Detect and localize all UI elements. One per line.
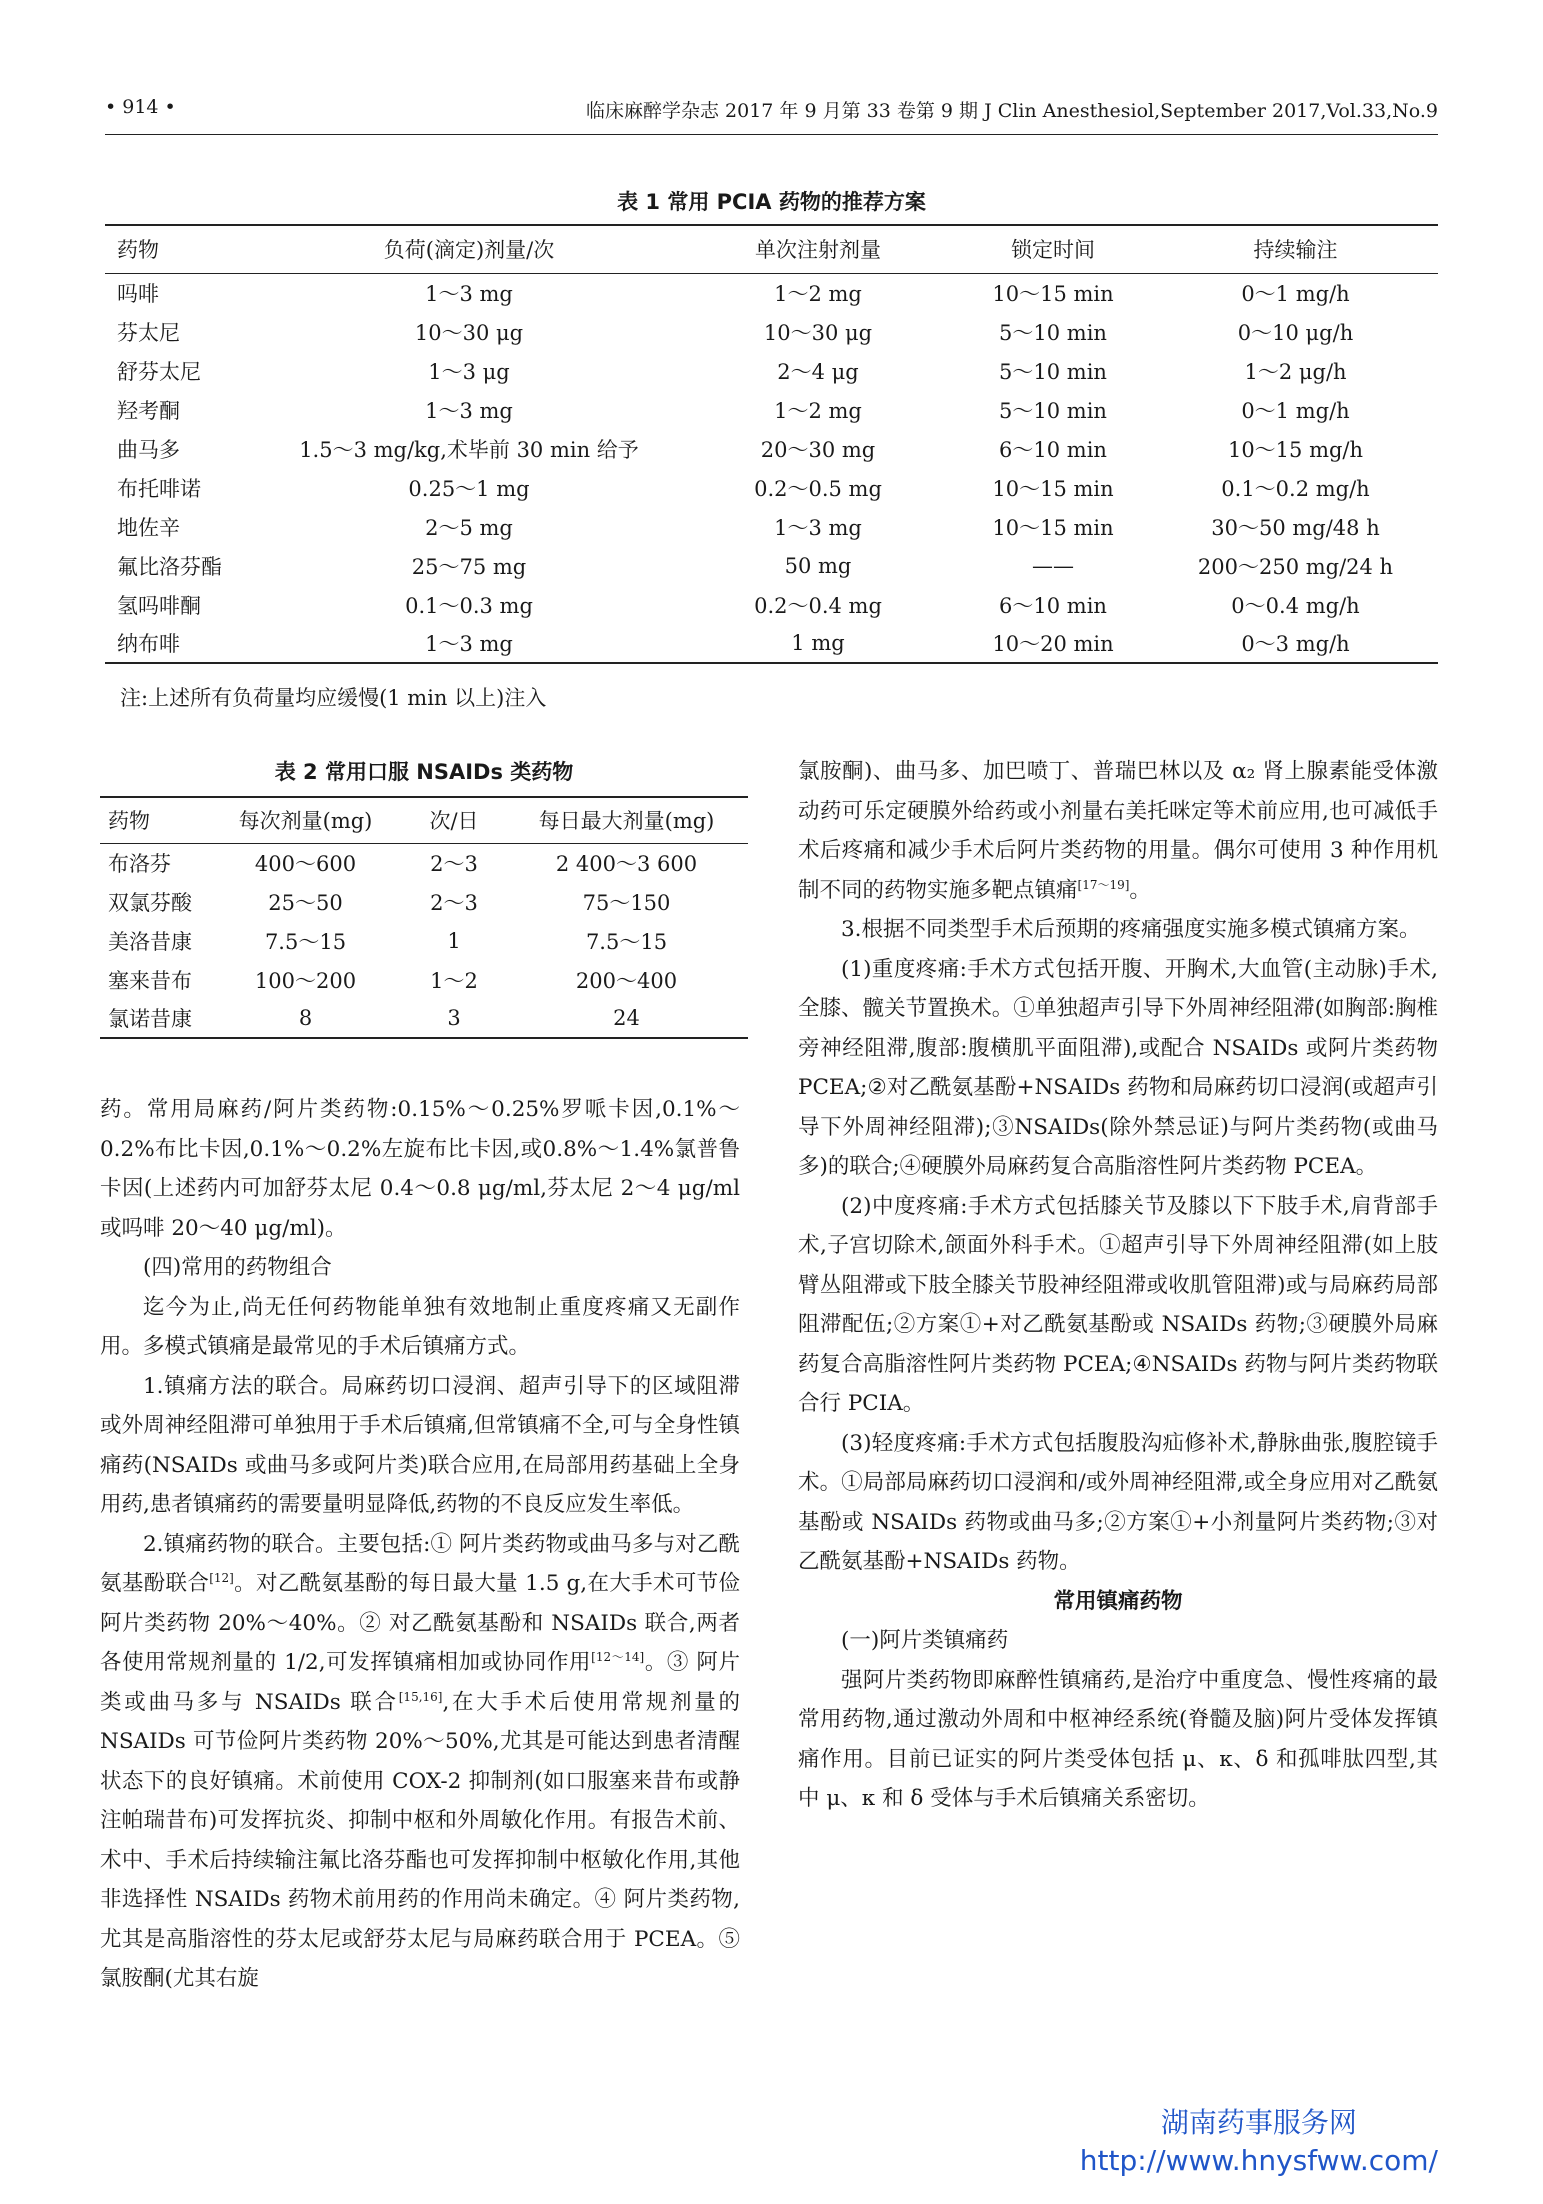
table-cell: 10～15 min — [992, 281, 1114, 306]
table-cell: 1～3 mg — [774, 515, 862, 540]
table-cell: 纳布啡 — [117, 632, 180, 656]
table-cell: 200～400 — [575, 968, 678, 993]
section-title: 常用镇痛药物 — [1053, 1588, 1183, 1614]
text-run: 。 — [1129, 877, 1151, 903]
table1-note: 注:上述所有负荷量均应缓慢(1 min 以上)注入 — [120, 686, 547, 710]
body-paragraph: 药。常用局麻药/阿片类药物:0.15%～0.25%罗哌卡因,0.1%～0.2%布比卡因,0.1%～0.2%左旋布比卡因,或0.8%～1.4%氯普鲁卡因(上述药内可加舒芬太尼 0.4～0.8 μg/ml,芬太尼 2～4 μg/ml 或吗啡 20～40 μg/ml)。 — [100, 1097, 740, 1241]
table-cell: 25～75 mg — [411, 554, 527, 579]
table-cell: 8 — [298, 1006, 313, 1030]
table1-header-cell: 锁定时间 — [1011, 238, 1095, 263]
table-row — [100, 882, 748, 921]
right-column — [798, 752, 1438, 1819]
table-cell: 0～10 μg/h — [1237, 320, 1354, 345]
table-row — [105, 507, 1438, 546]
table-cell: 0～1 mg/h — [1241, 281, 1350, 306]
table-cell: 5～10 min — [999, 320, 1107, 345]
table-cell: 曲马多 — [117, 437, 180, 462]
subsection-heading: (一)阿片类镇痛药 — [841, 1628, 1009, 1653]
watermark-url: http://www.hnysfww.com/ — [1079, 2144, 1438, 2177]
table-cell: 5～10 min — [999, 359, 1107, 384]
table-cell: 100～200 — [254, 968, 357, 993]
table-cell: 50 mg — [784, 553, 852, 578]
table-cell: 2～4 μg — [777, 359, 859, 384]
table-cell: 75～150 — [582, 890, 671, 915]
body-paragraph: (1)重度疼痛:手术方式包括开腹、开胸术,大血管(主动脉)手术,全膝、髋关节置换术。①单独超声引导下外周神经阻滞(如胸部:胸椎旁神经阻滞,腹部:腹横肌平面阻滞),或配合 NSAIDs 或阿片类药物 PCEA;②对乙酰氨基酚+NSAIDs 药物和局麻药切口浸润(或超声引导下外周神经阻滞);③NSAIDs(除外禁忌证)与阿片类药物(或曲马多)的联合;④硬膜外局麻药复合高脂溶性阿片类药物 PCEA。 — [798, 956, 1438, 1179]
text-run: 2.镇痛药物的联合。主要包括:① 阿片类药物或曲马多与对乙酰氨基酚联合 — [100, 1531, 740, 1596]
table1-title: 表 1 常用 PCIA 药物的推荐方案 — [617, 190, 926, 214]
table1 — [105, 224, 1438, 664]
table-cell: 双氯芬酸 — [108, 890, 192, 915]
table-cell: 200～250 mg/24 h — [1197, 554, 1394, 579]
table-cell: 0.1～0.2 mg/h — [1221, 476, 1370, 501]
table-row — [105, 351, 1438, 390]
table-row — [105, 546, 1438, 585]
text-run: 。对乙酰氨基酚的每日最大量 1.5 g,在大手术可节俭阿片类药物 20%～40%。② 对乙酰氨基酚和 NSAIDs 联合,两者各使用常规剂量的 1/2,可发挥镇痛相加或协同作用 — [100, 1571, 740, 1675]
table-cell: 塞来昔布 — [108, 968, 192, 993]
table-cell: 10～15 min — [992, 515, 1114, 540]
table2-header-row — [100, 797, 748, 843]
table-row — [105, 585, 1438, 624]
table-cell: 0～1 mg/h — [1241, 398, 1350, 423]
table-cell: 0～3 mg/h — [1241, 632, 1350, 656]
citation-ref: [12] — [209, 1570, 234, 1585]
table2-header-cell: 次/日 — [429, 809, 479, 834]
table-row — [100, 921, 748, 960]
table-cell: 0～0.4 mg/h — [1231, 593, 1360, 618]
citation-ref: [12～14] — [591, 1649, 645, 1664]
table1-header-cell: 持续输注 — [1253, 238, 1338, 263]
table-cell: 1 — [447, 928, 461, 953]
table-cell: 1～3 mg — [425, 281, 513, 306]
text-run: ,在大手术后使用常规剂量的 NSAIDs 可节俭阿片类药物 20%～50%,尤其是可能达到患者清醒状态下的良好镇痛。术前使用 COX-2 抑制剂(如口服塞来昔布或静注帕瑞昔布)可发挥抗炎、抑制中枢和外周敏化作用。有报告术前、术中、手术后持续输注氟比洛芬酯也可发挥抑制中枢敏化作用,其他非选择性 NSAIDs 药物术前用药的作用尚未确定。④ 阿片类药物,尤其是高脂溶性的芬太尼或舒芬太尼与局麻药联合用于 PCEA。⑤ 氯胺酮(尤其右旋 — [100, 1689, 740, 1991]
table-cell: 羟考酮 — [117, 398, 180, 423]
table-row — [100, 843, 748, 882]
table-cell: 3 — [447, 1006, 461, 1030]
table-cell: 1～3 μg — [428, 359, 510, 384]
journal-citation: 临床麻醉学杂志 2017 年 9 月第 33 卷第 9 期 J Clin Anesthesiol,September 2017,Vol.33,No.9 — [586, 100, 1438, 122]
table2 — [100, 796, 748, 1039]
table-cell: 25～50 — [268, 890, 343, 915]
table-cell: 氟比洛芬酯 — [117, 554, 222, 579]
table-cell: —— — [1032, 553, 1074, 578]
table-cell: 芬太尼 — [117, 320, 180, 345]
table2-header-cell: 每次剂量(mg) — [238, 809, 373, 834]
body-paragraph: 1.镇痛方法的联合。局麻药切口浸润、超声引导下的区域阻滞或外周神经阻滞可单独用于手术后镇痛,但常镇痛不全,可与全身性镇痛药(NSAIDs 或曲马多或阿片类)联合应用,在局部用药基础上全身用药,患者镇痛药的需要量明显降低,药物的不良反应发生率低。 — [100, 1373, 740, 1517]
table-cell: 2～3 — [430, 890, 478, 915]
table-cell: 30～50 mg/48 h — [1211, 515, 1380, 540]
table-cell: 1～3 mg — [425, 632, 513, 656]
body-paragraph — [100, 1525, 740, 1999]
body-paragraph: 强阿片类药物即麻醉性镇痛药,是治疗中重度急、慢性疼痛的最常用药物,通过激动外周和中枢神经系统(脊髓及脑)阿片受体发挥镇痛作用。目前已证实的阿片类受体包括 μ、κ、δ 和孤啡肽四型,其中 μ、κ 和 δ 受体与手术后镇痛关系密切。 — [798, 1667, 1438, 1811]
watermark-title: 湖南药事服务网 — [1160, 2106, 1357, 2139]
table-cell: 6～10 min — [999, 437, 1107, 462]
table-row — [105, 468, 1438, 507]
body-paragraph: 3.根据不同类型手术后预期的疼痛强度实施多模式镇痛方案。 — [841, 917, 1421, 942]
text-run: 氯胺酮)、曲马多、加巴喷丁、普瑞巴林以及 α₂ 肾上腺素能受体激动药可乐定硬膜外给药或小剂量右美托咪定等术前应用,也可减低手术后疼痛和减少手术后阿片类药物的用量。偶尔可使用 3 种作用机制不同的药物实施多靶点镇痛 — [798, 759, 1438, 903]
table-cell: 1～2 — [430, 968, 478, 993]
table-cell: 20～30 mg — [760, 437, 876, 462]
table-cell: 氢吗啡酮 — [117, 593, 201, 618]
table-row — [105, 429, 1438, 468]
body-paragraph — [798, 752, 1438, 910]
table-cell: 10～20 min — [992, 632, 1114, 656]
table-row — [105, 312, 1438, 351]
body-paragraph: (2)中度疼痛:手术方式包括膝关节及膝以下下肢手术,肩背部手术,子宫切除术,颌面外科手术。①超声引导下外周神经阻滞(如上肢臂丛阻滞或下肢全膝关节股神经阻滞或收肌管阻滞)或与局麻药局部阻滞配伍;②方案①+对乙酰氨基酚或 NSAIDs 药物;③硬膜外局麻药复合高脂溶性阿片类药物 PCEA;④NSAIDs 药物与阿片类药物联合行 PCIA。 — [798, 1193, 1438, 1416]
table-cell: 2～5 mg — [425, 515, 513, 540]
subsection-heading: (四)常用的药物组合 — [143, 1255, 332, 1280]
table-row — [105, 273, 1438, 312]
table-cell: 0.2～0.4 mg — [754, 593, 882, 618]
table-cell: 400～600 — [254, 851, 357, 876]
table-cell: 地佐辛 — [117, 515, 180, 540]
table-cell: 1～2 mg — [774, 398, 862, 423]
page-header — [105, 96, 1438, 132]
table2-header-cell: 药物 — [108, 809, 150, 834]
table1-header-cell: 负荷(滴定)剂量/次 — [383, 238, 555, 263]
table-cell: 1～3 mg — [425, 398, 513, 423]
table-cell: 吗啡 — [117, 281, 159, 306]
watermark — [1080, 2104, 1438, 2180]
header-rule — [105, 134, 1438, 135]
citation-ref: [15,16] — [398, 1689, 443, 1704]
table-row — [100, 999, 748, 1038]
left-column — [100, 1090, 740, 1999]
table-row — [105, 390, 1438, 429]
table-cell: 美洛昔康 — [108, 929, 192, 954]
table-cell: 24 — [613, 1006, 640, 1030]
table-cell: 布洛芬 — [108, 851, 171, 876]
table-cell: 10～30 μg — [763, 320, 873, 345]
citation-ref: [17～19] — [1077, 877, 1130, 892]
table-cell: 1～2 μg/h — [1244, 359, 1347, 384]
table2-header-cell: 每日最大剂量(mg) — [538, 809, 715, 834]
table-cell: 1～2 mg — [774, 281, 862, 306]
table-cell: 布托啡诺 — [117, 476, 201, 501]
table-row — [105, 624, 1438, 663]
table-cell: 10～30 μg — [414, 320, 524, 345]
table-cell: 舒芬太尼 — [117, 359, 201, 384]
table-row — [100, 960, 748, 999]
table-cell: 2～3 — [430, 851, 478, 876]
table1-header-cell: 单次注射剂量 — [755, 238, 881, 263]
table-cell: 10～15 mg/h — [1227, 437, 1364, 462]
table2-title: 表 2 常用口服 NSAIDs 类药物 — [274, 760, 574, 784]
table-cell: 10～15 min — [992, 476, 1114, 501]
table-cell: 0.25～1 mg — [408, 476, 530, 501]
table-cell: 0.2～0.5 mg — [754, 476, 882, 501]
table-cell: 1.5～3 mg/kg,术毕前 30 min 给予 — [299, 437, 639, 462]
text-run: 。③ 阿片类或曲马多与 NSAIDs 联合 — [100, 1650, 740, 1715]
table-cell: 2 400～3 600 — [555, 851, 698, 876]
table-cell: 1 mg — [791, 631, 845, 655]
table-cell: 7.5～15 — [264, 929, 347, 954]
body-paragraph: 迄今为止,尚无任何药物能单独有效地制止重度疼痛又无副作用。多模式镇痛是最常见的手术后镇痛方式。 — [100, 1294, 740, 1359]
page-number: • 914 • — [105, 96, 176, 118]
body-paragraph: (3)轻度疼痛:手术方式包括腹股沟疝修补术,静脉曲张,腹腔镜手术。①局部局麻药切口浸润和/或外周神经阻滞,或全身应用对乙酰氨基酚或 NSAIDs 药物或曲马多;②方案①+小剂量阿片类药物;③对乙酰氨基酚+NSAIDs 药物。 — [798, 1430, 1438, 1574]
table-cell: 7.5～15 — [585, 929, 668, 954]
table1-header-row — [105, 225, 1438, 273]
table-cell: 5～10 min — [999, 398, 1107, 423]
table-cell: 0.1～0.3 mg — [405, 593, 533, 618]
table-cell: 6～10 min — [999, 593, 1107, 618]
table1-header-cell: 药物 — [117, 238, 159, 263]
table-cell: 氯诺昔康 — [108, 1007, 192, 1031]
